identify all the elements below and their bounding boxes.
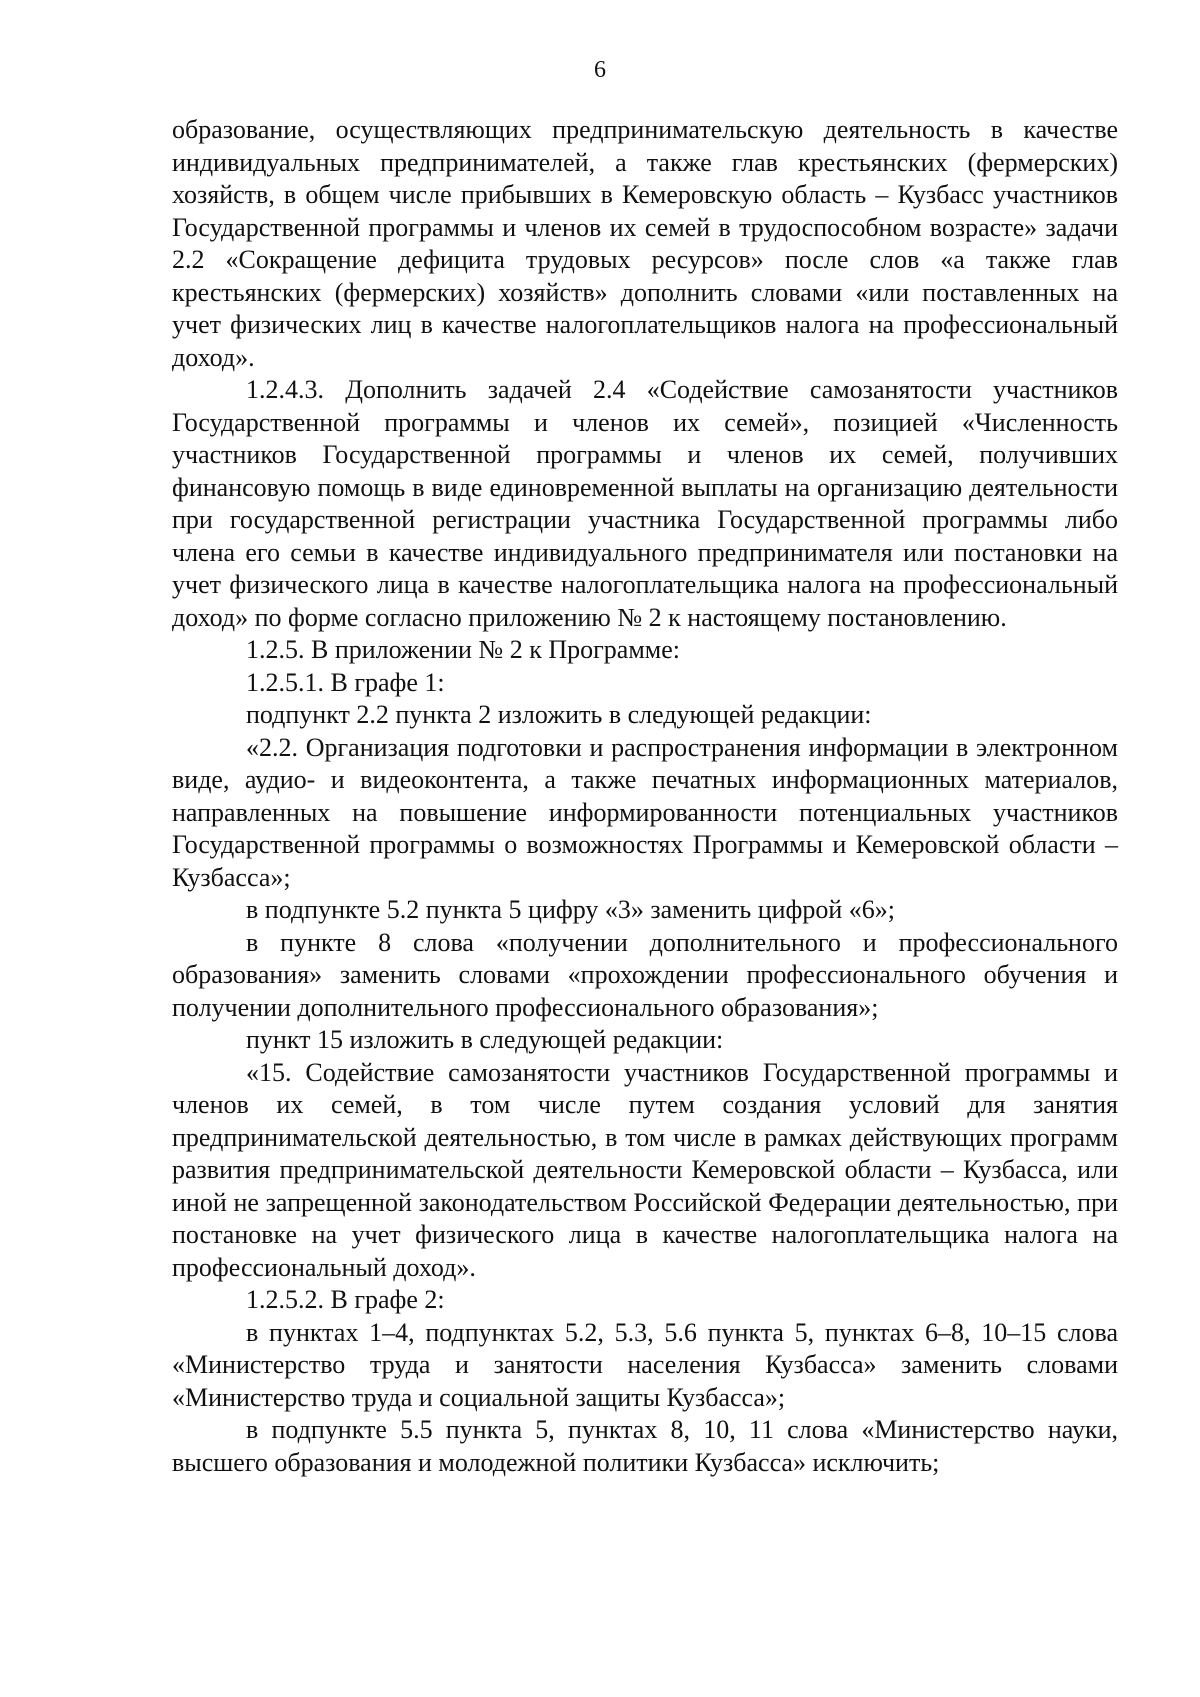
paragraph-subpoint-2-2: подпункт 2.2 пункта 2 изложить в следующей редакции: xyxy=(246,700,872,729)
paragraph-point-15: пункт 15 изложить в следующей редакции: xyxy=(246,1025,724,1054)
paragraph-point-8: в пункте 8 слова «получении дополнительного и профессионального образования» заменить словами «прохождении профессионального обучения и получении дополнительного профессионального образования»; xyxy=(172,927,1118,1022)
paragraph-continuation: образование, осуществляющих предпринимательскую деятельность в качестве индивидуальных предпринимателей, а также глав крестьянских (фермерских) хозяйств, в общем числе прибывших в Кемеровскую область – Кузбасс участников Государственной программы и членов их семей в трудоспособном возрасте» задачи 2.2 «Сокращение дефицита трудовых ресурсов» после слов «а также глав крестьянских (фермерских) хозяйств» дополнить словами «или поставленных на учет физических лиц в качестве налогоплательщиков налога на профессиональный доход». xyxy=(172,115,1118,372)
paragraph-subpoint-5-2: в подпункте 5.2 пункта 5 цифру «3» заменить цифрой «6»; xyxy=(246,895,896,924)
paragraph-quote-15: «15. Содействие самозанятости участников Государственной программы и членов их семей, в том числе путем создания условий для занятия предпринимательской деятельностью, в том числе в рамках действующих программ развития предпринимательской деятельности Кемеровской области – Кузбасса, или иной не запрещенной законодательством Российской Федерации деятельностью, при постановке на учет физического лица в качестве налогоплательщика налога на профессиональный доход». xyxy=(172,1057,1118,1282)
paragraph-quote-2-2: «2.2. Организация подготовки и распространения информации в электронном виде, аудио- и видеоконтента, а также печатных информационных материалов, направленных на повышение информированности потенциальных участников Государственной программы о возможностях Программы и Кемеровской области – Кузбасса»; xyxy=(172,732,1118,892)
paragraph-1-2-5-1: 1.2.5.1. В графе 1: xyxy=(246,667,445,697)
document-body xyxy=(172,114,1118,1479)
page-number: 6 xyxy=(594,57,606,83)
paragraph-subpoint-5-5: в подпункте 5.5 пункта 5, пунктах 8, 10, 11 слова «Министерство науки, высшего образования и молодежной политики Кузбасса» исключить; xyxy=(172,1415,1118,1477)
paragraph-1-2-5: 1.2.5. В приложении № 2 к Программе: xyxy=(246,635,680,664)
paragraph-points-1-4: в пунктах 1–4, подпунктах 5.2, 5.3, 5.6 пункта 5, пунктах 6–8, 10–15 слова «Министерство труда и занятости населения Кузбасса» заменить словами «Министерство труда и социальной защиты Кузбасса»; xyxy=(172,1317,1118,1412)
paragraph-1-2-4-3: 1.2.4.3. Дополнить задачей 2.4 «Содействие самозанятости участников Государственной программы и членов их семей», позицией «Численность участников Государственной программы и членов их семей, получивших финансовую помощь в виде единовременной выплаты на организацию деятельности при государственной регистрации участника Государственной программы либо члена его семьи в качестве индивидуального предпринимателя или постановки на учет физического лица в качестве налогоплательщика налога на профессиональный доход» по форме согласно приложению № 2 к настоящему постановлению. xyxy=(172,375,1118,632)
paragraph-1-2-5-2: 1.2.5.2. В графе 2: xyxy=(246,1285,445,1314)
